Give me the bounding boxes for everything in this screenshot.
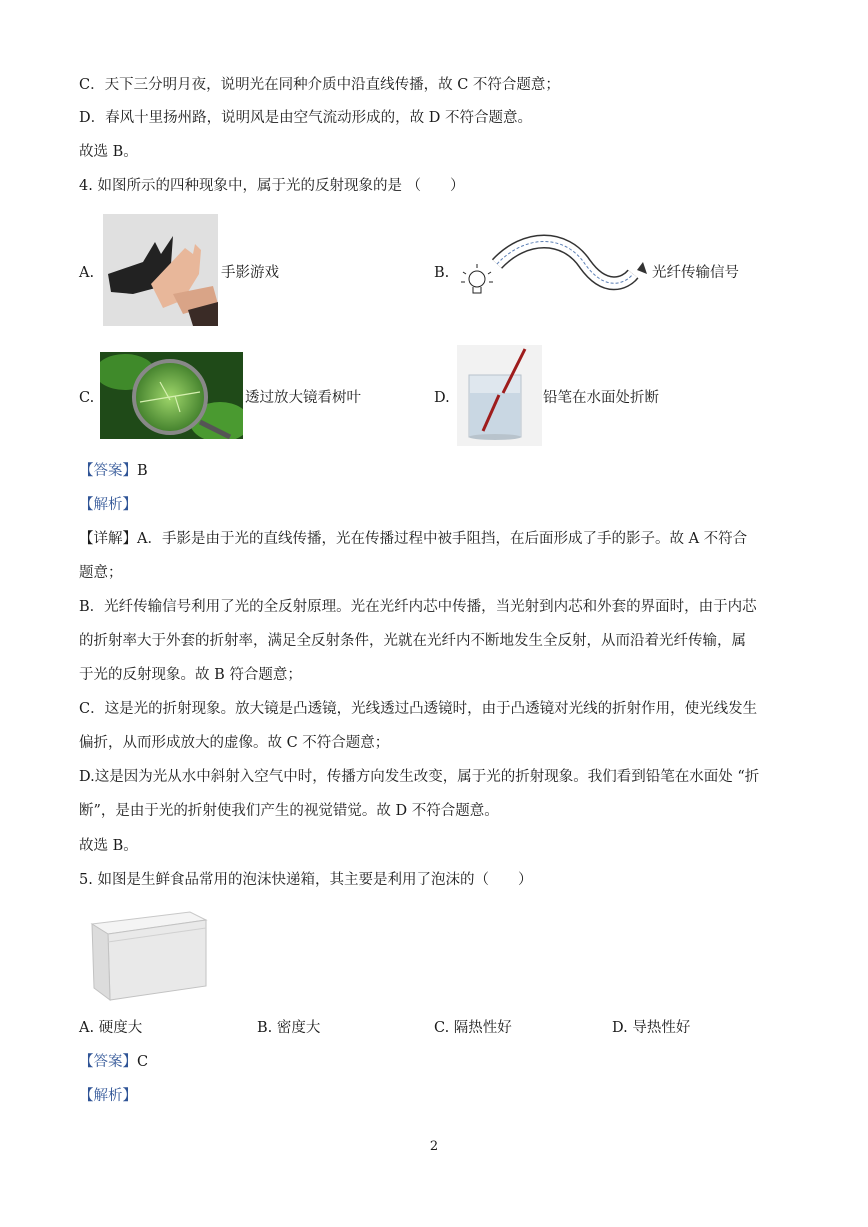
q4-stem: 4. 如图所示的四种现象中，属于光的反射现象的是 （ ） [79, 178, 465, 194]
q4-answer [79, 460, 148, 482]
q4-detail-line: 于光的反射现象。故 B 符合题意； [79, 667, 302, 683]
optical-fiber-diagram [455, 234, 650, 304]
answer-tag: 【答案】 [79, 463, 137, 479]
answer-value: C [137, 1054, 149, 1070]
q4-option-a-letter: A. [79, 265, 95, 281]
pencil-in-water-image [457, 345, 542, 446]
prev-choose: 故选 B。 [79, 144, 138, 160]
q5-stem: 5. 如图是生鲜食品常用的泡沫快递箱，其主要是利用了泡沫的（ ） [79, 872, 533, 888]
q4-detail-line: C．这是光的折射现象。放大镜是凸透镜，光线透过凸透镜时，由于凸透镜对光线的折射作用，使光线发生 [79, 701, 758, 717]
page-number: 2 [429, 1139, 439, 1154]
q5-option-c: C. 隔热性好 [434, 1020, 512, 1036]
bulb-icon [461, 264, 493, 293]
q4-option-b-caption: 光纤传输信号 [652, 265, 739, 281]
prev-line-c: C．天下三分明月夜，说明光在同种介质中沿直线传播，故 C 不符合题意； [79, 77, 560, 93]
q5-option-b: B. 密度大 [257, 1020, 321, 1036]
detail-tag: 【详解】 [79, 531, 137, 547]
q5-answer [79, 1051, 148, 1073]
magnifier-leaf-image [100, 352, 243, 439]
q5-analysis-tag: 【解析】 [79, 1088, 137, 1104]
answer-tag: 【答案】 [79, 1054, 137, 1070]
q4-choose: 故选 B。 [79, 838, 138, 854]
q4-detail-line: 题意； [79, 565, 123, 581]
foam-box-image [86, 908, 208, 1002]
q4-option-b-letter: B. [434, 265, 450, 281]
q4-option-a-caption: 手影游戏 [221, 265, 279, 281]
answer-value: B [137, 463, 148, 479]
q5-option-d: D. 导热性好 [612, 1020, 691, 1036]
q4-detail-line: 偏折，从而形成放大的虚像。故 C 不符合题意； [79, 735, 390, 751]
q4-detail-line: 断”，是由于光的折射使我们产生的视觉错觉。故 D 不符合题意。 [79, 803, 499, 819]
q4-detail-line: 【详解】A．手影是由于光的直线传播，光在传播过程中被手阻挡，在后面形成了手的影子。故 A 不符合 [79, 531, 748, 547]
receiver-icon [637, 262, 647, 274]
q4-option-c-letter: C. [79, 390, 95, 406]
hand-shadow-image [103, 214, 218, 326]
q4-option-d-caption: 铅笔在水面处折断 [543, 390, 659, 406]
q4-detail-line: 的折射率大于外套的折射率，满足全反射条件，光就在光纤内不断地发生全反射，从而沿着光纤传输，属 [79, 633, 746, 649]
q4-detail-line: D.这是因为光从水中斜射入空气中时，传播方向发生改变，属于光的折射现象。我们看到铅笔在水面处 “折 [79, 769, 760, 785]
q4-detail-line: B．光纤传输信号利用了光的全反射原理。光在光纤内芯中传播，当光射到内芯和外套的界面时，由于内芯 [79, 599, 757, 615]
prev-line-d: D．春风十里扬州路，说明风是由空气流动形成的，故 D 不符合题意。 [79, 110, 532, 126]
q5-option-a: A. 硬度大 [79, 1020, 143, 1036]
q4-option-d-letter: D. [434, 390, 450, 406]
q4-option-c-caption: 透过放大镜看树叶 [245, 390, 361, 406]
q4-analysis-tag: 【解析】 [79, 497, 137, 513]
